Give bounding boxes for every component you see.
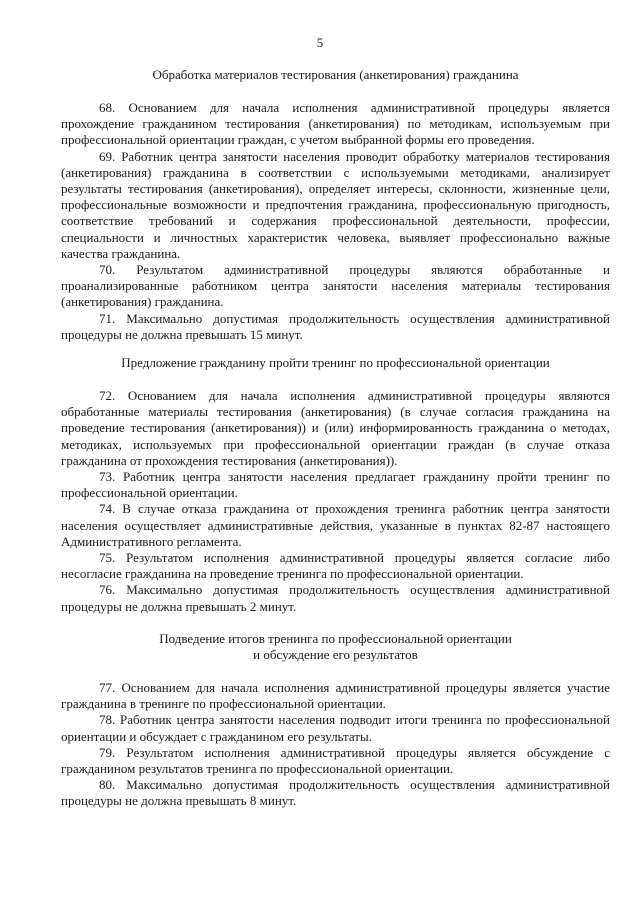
paragraph-80: 80. Максимально допустимая продолжительность осуществления административной процедуры не должна превышать 8 минут. (61, 777, 610, 809)
section-test-processing (61, 67, 610, 343)
paragraph-70: 70. Результатом административной процедуры являются обработанные и проанализированные работником центра занятости населения материалы тестирования (анкетирования) гражданина. (61, 262, 610, 310)
page-number: 5 (316, 35, 324, 50)
paragraph-75: 75. Результатом исполнения административной процедуры является согласие либо несогласие гражданина на проведение тренинга по профессиональной ориентации. (61, 550, 610, 582)
paragraph-69: 69. Работник центра занятости населения проводит обработку материалов тестирования (анкетирования) гражданина в соответствии с используемыми методиками, анализирует результаты тестирования (анкетирования), определяет интересы, склонности, жизненные цели, профессиональные возможности и предпочтения гражданина, профессиональную пригодность, соответствие требований и содержания профессиональной деятельности, профессии, специальности и личностных характеристик человека, выявляет профессионально важные качества гражданина. (61, 148, 610, 261)
paragraph-68: 68. Основанием для начала исполнения административной процедуры является прохождение гражданином тестирования (анкетирования) по методикам, используемым при профессиональной ориентации граждан, с учетом выбранной формы его проведения. (61, 100, 610, 148)
paragraph-79: 79. Результатом исполнения административной процедуры является обсуждение с гражданином результатов тренинга по профессиональной ориентации. (61, 744, 610, 777)
paragraph-76: 76. Максимально допустимая продолжительность осуществления административной процедуры не должна превышать 2 минут. (61, 582, 610, 614)
section-heading-line-2: и обсуждение его результатов (253, 647, 418, 662)
paragraph-77: 77. Основанием для начала исполнения административной процедуры является участие гражданина в тренинге по профессиональной ориентации. (61, 680, 610, 712)
paragraph-71: 71. Максимально допустимая продолжительность осуществления административной процедуры не должна превышать 15 минут. (61, 310, 610, 342)
paragraph-74: 74. В случае отказа гражданина от прохождения тренинга работник центра занятости населения осуществляет административные действия, указанные в пунктах 82-87 настоящего Административного регламента. (61, 501, 610, 549)
section-heading-line-1: Подведение итогов тренинга по профессиональной ориентации (159, 631, 512, 646)
paragraph-73: 73. Работник центра занятости населения предлагает гражданину пройти тренинг по профессиональной ориентации. (61, 469, 610, 501)
section-training-offer (61, 355, 610, 615)
paragraph-72: 72. Основанием для начала исполнения административной процедуры являются обработанные материалы тестирования (анкетирования) (в случае согласия гражданина на проведение тестирования (анкетирования)) и (или) информированность гражданина о методах, методиках, используемых при профессиональной ориентации граждан (в случае отказа гражданина от прохождения тестирования (анкетирования)). (61, 388, 610, 468)
paragraph-78: 78. Работник центра занятости населения подводит итоги тренинга по профессиональной ориентации и обсуждает с гражданином его результаты. (61, 712, 610, 744)
section-heading: Обработка материалов тестирования (анкетирования) гражданина (152, 67, 519, 82)
section-heading: Предложение гражданину пройти тренинг по профессиональной ориентации (121, 355, 550, 370)
section-training-results (61, 631, 610, 810)
